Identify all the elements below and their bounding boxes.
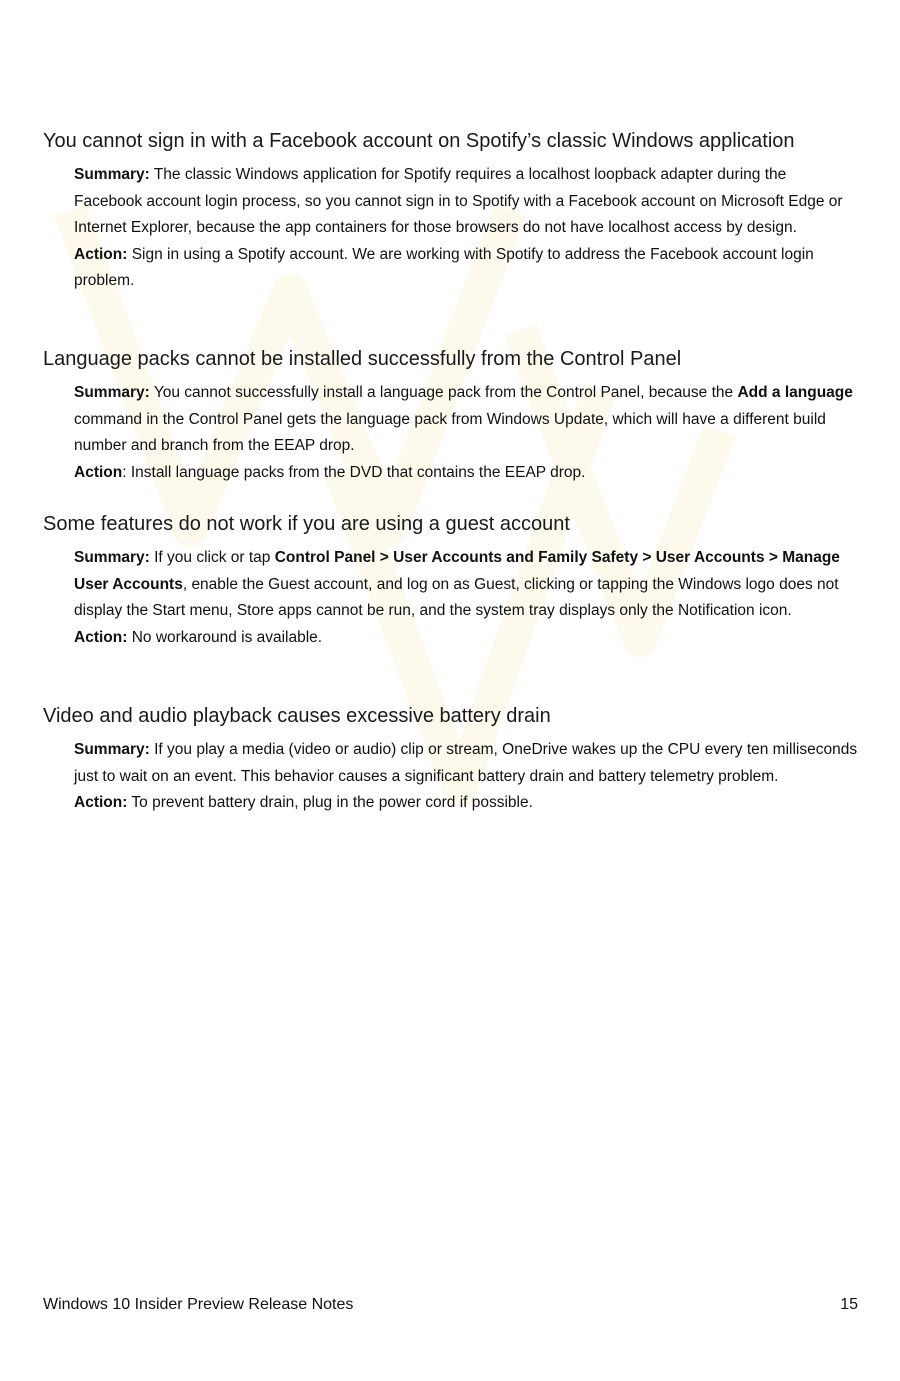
- issue-body: [74, 545, 858, 651]
- summary-label: Summary:: [74, 166, 150, 183]
- action-text: Sign in using a Spotify account. We are working with Spotify to address the Facebook account login problem.: [74, 245, 814, 289]
- footer-page-number: 15: [840, 1296, 858, 1313]
- known-issue-language-packs: [43, 346, 858, 486]
- summary-text: If you play a media (video or audio) clip or stream, OneDrive wakes up the CPU every ten milliseconds just to wait on an event. This behavior causes a significant battery drain and battery telemetry problem.: [74, 741, 858, 785]
- issue-summary: [74, 545, 858, 625]
- issue-action: [74, 242, 858, 295]
- issue-heading: You cannot sign in with a Facebook account on Spotify’s classic Windows application: [43, 130, 795, 152]
- issue-summary: [74, 380, 858, 460]
- known-issue-battery-drain: [43, 703, 858, 817]
- issue-body: [74, 162, 858, 295]
- known-issue-spotify-facebook: [43, 128, 858, 295]
- action-label: Action:: [74, 794, 128, 811]
- summary-text: If you click or tap: [154, 549, 275, 566]
- footer-document-title: Windows 10 Insider Preview Release Notes: [43, 1296, 354, 1313]
- action-label: Action:: [74, 628, 128, 646]
- issue-summary: [74, 737, 858, 790]
- summary-text: You cannot successfully install a language pack from the Control Panel, because the: [153, 384, 738, 401]
- action-label: Action:: [74, 245, 128, 263]
- known-issue-guest-account: [43, 511, 858, 651]
- issue-heading: Language packs cannot be installed successfully from the Control Panel: [43, 348, 682, 370]
- summary-text-continued: , enable the Guest account, and log on as Guest, clicking or tapping the Windows logo does not display the Start menu, Store apps cannot be run, and the system tray displays only the Notification icon.: [74, 575, 839, 619]
- issue-heading: Some features do not work if you are using a guest account: [43, 513, 570, 535]
- action-text: No workaround is available.: [131, 628, 323, 646]
- page-footer: [43, 1294, 858, 1316]
- issue-body: [74, 737, 858, 817]
- issue-summary: [74, 162, 858, 242]
- summary-label: Summary:: [74, 384, 150, 401]
- issue-heading: Video and audio playback causes excessive battery drain: [43, 705, 551, 727]
- action-text: : Install language packs from the DVD that contains the EEAP drop.: [122, 463, 586, 481]
- summary-command: Add a language: [737, 384, 853, 401]
- summary-text-continued: command in the Control Panel gets the language pack from Windows Update, which will have a different build number and branch from the EEAP drop.: [74, 410, 826, 454]
- action-label: Action: [74, 463, 123, 481]
- summary-label: Summary:: [74, 741, 150, 758]
- issue-action: [74, 625, 858, 652]
- summary-navigation-path: Control Panel > User Accounts and Family Safety > User Accounts > Manage User Accounts: [74, 549, 840, 593]
- summary-text: The classic Windows application for Spotify requires a localhost loopback adapter during the Facebook account login process, so you cannot sign in to Spotify with a Facebook account on Microsoft Edge or Internet Explorer, because the app containers for those browsers do not have localhost access by design.: [74, 166, 843, 236]
- issue-action: [74, 790, 858, 817]
- action-text: To prevent battery drain, plug in the power cord if possible.: [131, 794, 533, 811]
- issue-body: [74, 380, 858, 486]
- summary-label: Summary:: [74, 549, 150, 566]
- issue-action: [74, 460, 858, 487]
